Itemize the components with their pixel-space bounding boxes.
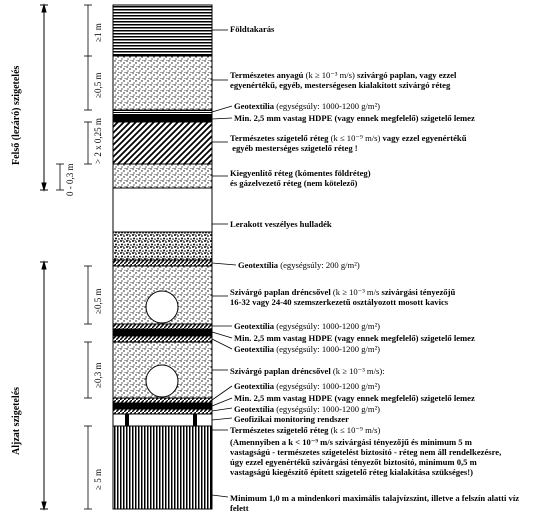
layer-geotextile-b2 xyxy=(113,336,212,342)
section-title-bottom: Aljzat szigetelés xyxy=(11,386,22,455)
label-geotextile-top: Geotextília (egységsúly: 1000-1200 g/m²) xyxy=(234,101,381,111)
dim-soil-cover: ≥1 m xyxy=(93,23,103,42)
layer-geotextile-b4 xyxy=(113,409,212,414)
layer-geotextile-b1 xyxy=(113,324,212,329)
layer-hdpe-top xyxy=(113,115,212,122)
layer-drainage-top xyxy=(113,56,212,110)
drain-pipe-2 xyxy=(146,365,178,397)
label-hdpe-b1: Min. 2,5 mm vastag HDPE (vagy ennek megfelelő) szigetelő lemez xyxy=(234,333,475,343)
label-groundwater-note: Minimum 1,0 m a mindenkori maximális talajvízszint, illetve a felszín alatti víz felett xyxy=(230,493,520,513)
label-natural-seal-note: (Amennyiben a k < 10⁻⁹ m/s szivárgási tényezőjű és minimum 5 m vastagságú - természetes szigetelést biztosító - réteg nem áll rendelkezésre, úgy ezzel egyenértékű szivárgási tényezőt biztosító, minimum 0,5 m vastagságú kiegészítő épített szigetelő réteg kialakítása szükséges!) xyxy=(230,437,502,477)
layer-column xyxy=(113,5,212,509)
layer-natural-seal-base xyxy=(113,426,212,509)
dimension-lines xyxy=(56,5,92,509)
label-drainage-1: Szivárgó paplan dréncsővel (k ≥ 10⁻³ m/s szivárgási tényezőjű 16-32 vagy 24-40 szemszerkezetű osztályozott mosott kavics xyxy=(230,287,456,307)
section-bracket-top xyxy=(40,5,48,190)
layer-soil-cover xyxy=(113,5,212,56)
label-drainage-top: Természetes anyagú (k ≥ 10⁻³ m/s) szivárgó paplan, vagy ezzel egyenértékű, egyéb, mesterségesen kialakított szivárgó réteg xyxy=(230,70,457,90)
label-hdpe-b2: Min. 2,5 mm vastag HDPE (vagy ennek megfelelő) szigetelő lemez xyxy=(234,393,475,403)
label-geotextile-200: Geotextília (egységsúly: 200 g/m²) xyxy=(238,260,360,270)
layer-hdpe-b2 xyxy=(113,403,212,409)
label-geotextile-b3: Geotextília (egységsúly: 1000-1200 g/m²) xyxy=(234,381,381,391)
dim-drainage-2: ≥0,3 m xyxy=(93,362,103,388)
layer-geotextile-b3 xyxy=(113,398,212,403)
label-natural-seal-top: Természetes szigetelő réteg (k ≤ 10⁻⁹ m/s) vagy ezzel egyenértékű egyéb mesterséges szigetelő réteg ! xyxy=(230,133,467,153)
layer-geotextile-top xyxy=(113,110,212,115)
label-geotextile-b4: Geotextília (egységsúly: 1000-1200 g/m²) xyxy=(234,404,381,414)
dim-seal-top: > 2 x 0,25 m xyxy=(93,118,103,164)
label-natural-seal-base: Természetes szigetelő réteg (k ≤ 10⁻⁹ m/s) xyxy=(230,425,381,435)
layer-waste-coarse xyxy=(113,232,212,260)
label-waste: Lerakott veszélyes hulladék xyxy=(230,219,332,229)
label-geotextile-b2: Geotextília (egységsúly: 1000-1200 g/m²) xyxy=(234,344,381,354)
section-bracket-bottom xyxy=(40,262,48,509)
layer-geotextile-200 xyxy=(113,260,212,266)
label-drainage-2: Szivárgó paplan dréncsővel (k ≥ 10⁻³ m/s): xyxy=(230,366,385,376)
dim-drainage-1: ≥0,5 m xyxy=(93,288,103,314)
monitoring-post-right xyxy=(193,414,197,426)
layer-natural-seal-top xyxy=(113,122,212,164)
dim-levelling: 0 - 0,3 m xyxy=(65,163,75,196)
layer-hdpe-b1 xyxy=(113,329,212,336)
label-hdpe-top: Min. 2,5 mm vastag HDPE (vagy ennek megfelelő) szigetelő lemez xyxy=(234,113,475,123)
layer-waste xyxy=(113,188,212,232)
label-geotextile-b1: Geotextília (egységsúly: 1000-1200 g/m²) xyxy=(234,321,381,331)
dim-base-seal: ≥ 5 m xyxy=(93,469,103,490)
label-soil-cover: Földtakarás xyxy=(230,24,275,34)
label-levelling: Kiegyenlítő réteg (kómentes földréteg) és gázelvezető réteg (nem kötelező) xyxy=(230,168,371,188)
drain-pipe-1 xyxy=(146,291,178,323)
label-monitoring: Geofizikai monitoring rendszer xyxy=(234,414,349,424)
section-title-top: Felső (lezáró) szigetelés xyxy=(11,65,22,165)
monitoring-post-left xyxy=(125,414,129,426)
dim-drainage-top: ≥0,5 m xyxy=(93,72,103,98)
layer-levelling xyxy=(113,164,212,188)
